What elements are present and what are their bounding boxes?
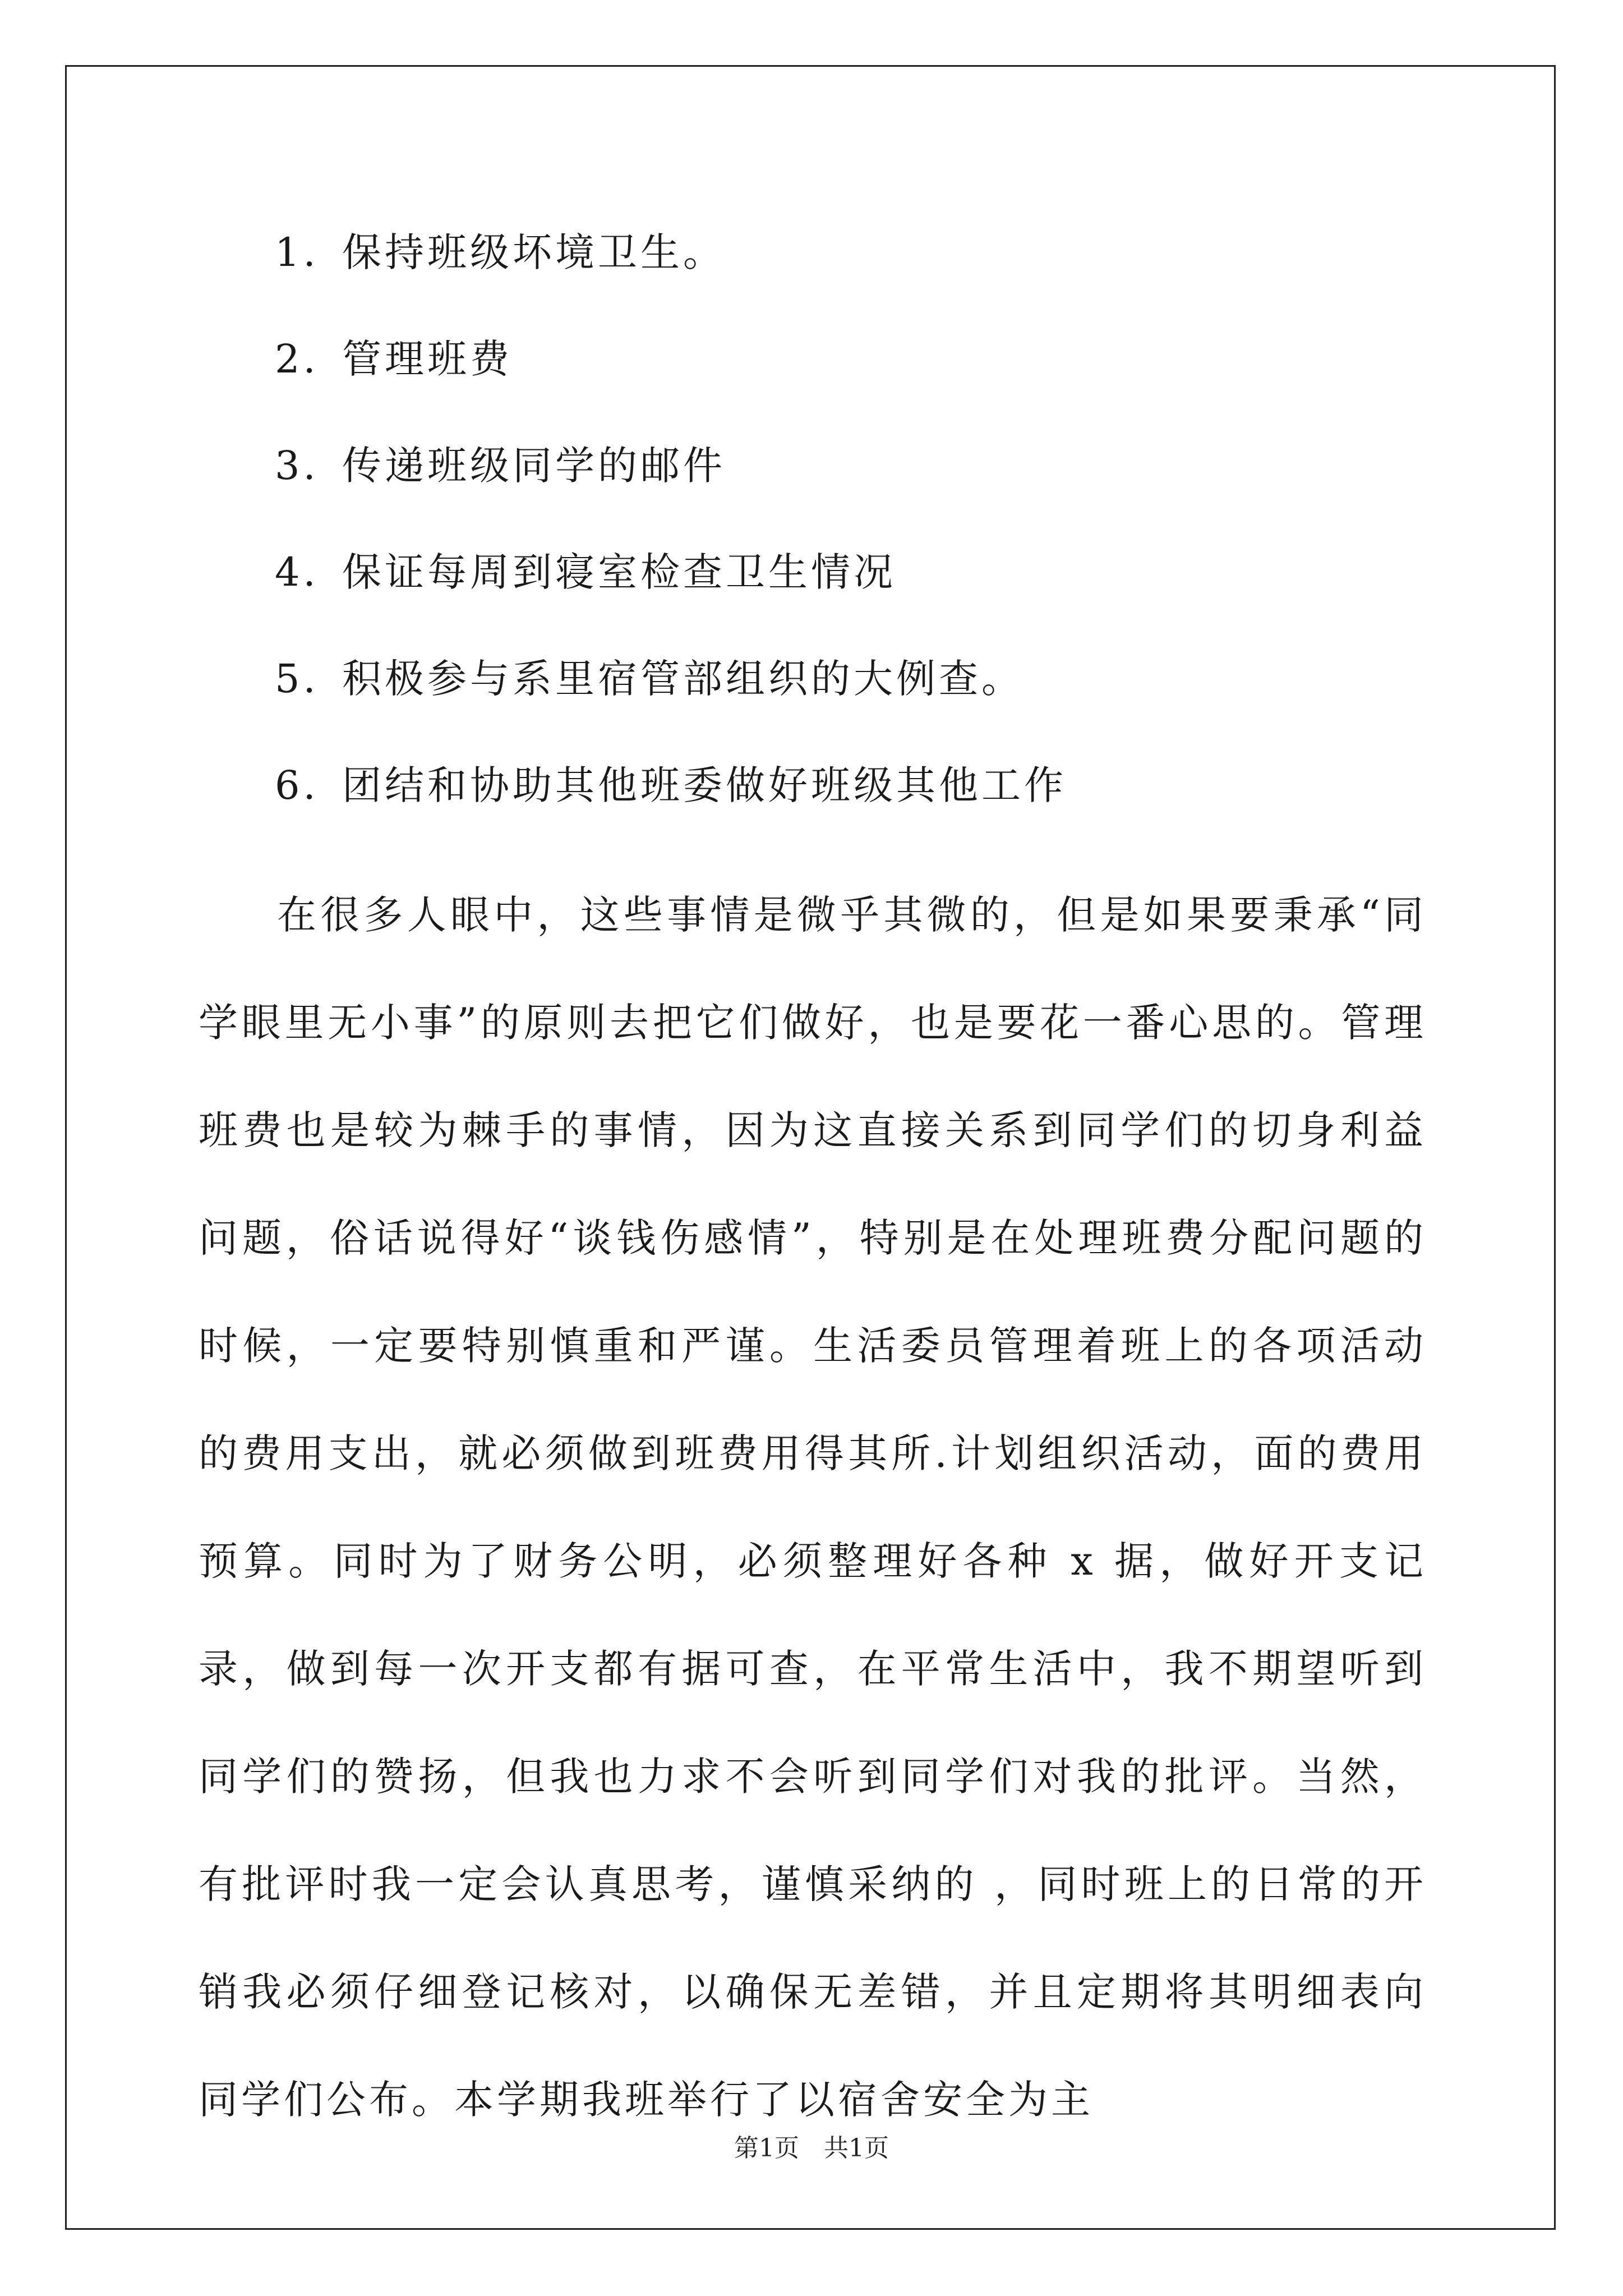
list-number: 2.	[275, 336, 319, 382]
list-text: 管理班费	[342, 336, 513, 382]
list-item	[275, 648, 1453, 754]
list-number: 3.	[275, 443, 319, 489]
list-item	[275, 541, 1453, 648]
list-item	[275, 435, 1453, 541]
list-number: 4.	[275, 549, 319, 595]
list-item	[275, 222, 1453, 328]
list-item	[275, 328, 1453, 435]
list-text: 传递班级同学的邮件	[342, 443, 726, 489]
list-text: 团结和协助其他班委做好班级其他工作	[342, 762, 1067, 808]
list-text: 积极参与系里宿管部组织的大例查。	[342, 656, 1024, 702]
duty-list	[275, 222, 1453, 861]
list-item	[275, 754, 1453, 861]
list-text: 保证每周到寝室检查卫生情况	[342, 549, 896, 595]
list-number: 6.	[275, 762, 319, 808]
list-text: 保持班级坏境卫生。	[342, 229, 726, 275]
body-paragraph: 在很多人眼中，这些事情是微乎其微的，但是如果要秉承“同学眼里无小事”的原则去把它们做好，也是要花一番心思的。管理班费也是较为棘手的事情，因为这直接关系到同学们的切身利益问题，俗话说得好“谈钱伤感情”，特别是在处理班费分配问题的时候，一定要特别慎重和严谨。生活委员管理着班上的各项活动的费用支出，就必须做到班费用得其所.计划组织活动，面的费用预算。同时为了财务公明，必须整理好各种 x 据，做好开支记录，做到每一次开支都有据可查，在平常生活中，我不期望听到同学们的赞扬，但我也力求不会听到同学们对我的批评。当然，有批评时我一定会认真思考，谨慎采纳的 ，同时班上的日常的开销我必须仔细登记核对，以确保无差错，并且定期将其明细表向同学们公布。本学期我班举行了以宿舍安全为主	[199, 892, 1427, 2123]
list-number: 5.	[275, 656, 319, 702]
page-footer: 第1页 共1页	[734, 2134, 889, 2162]
list-number: 1.	[275, 229, 319, 275]
